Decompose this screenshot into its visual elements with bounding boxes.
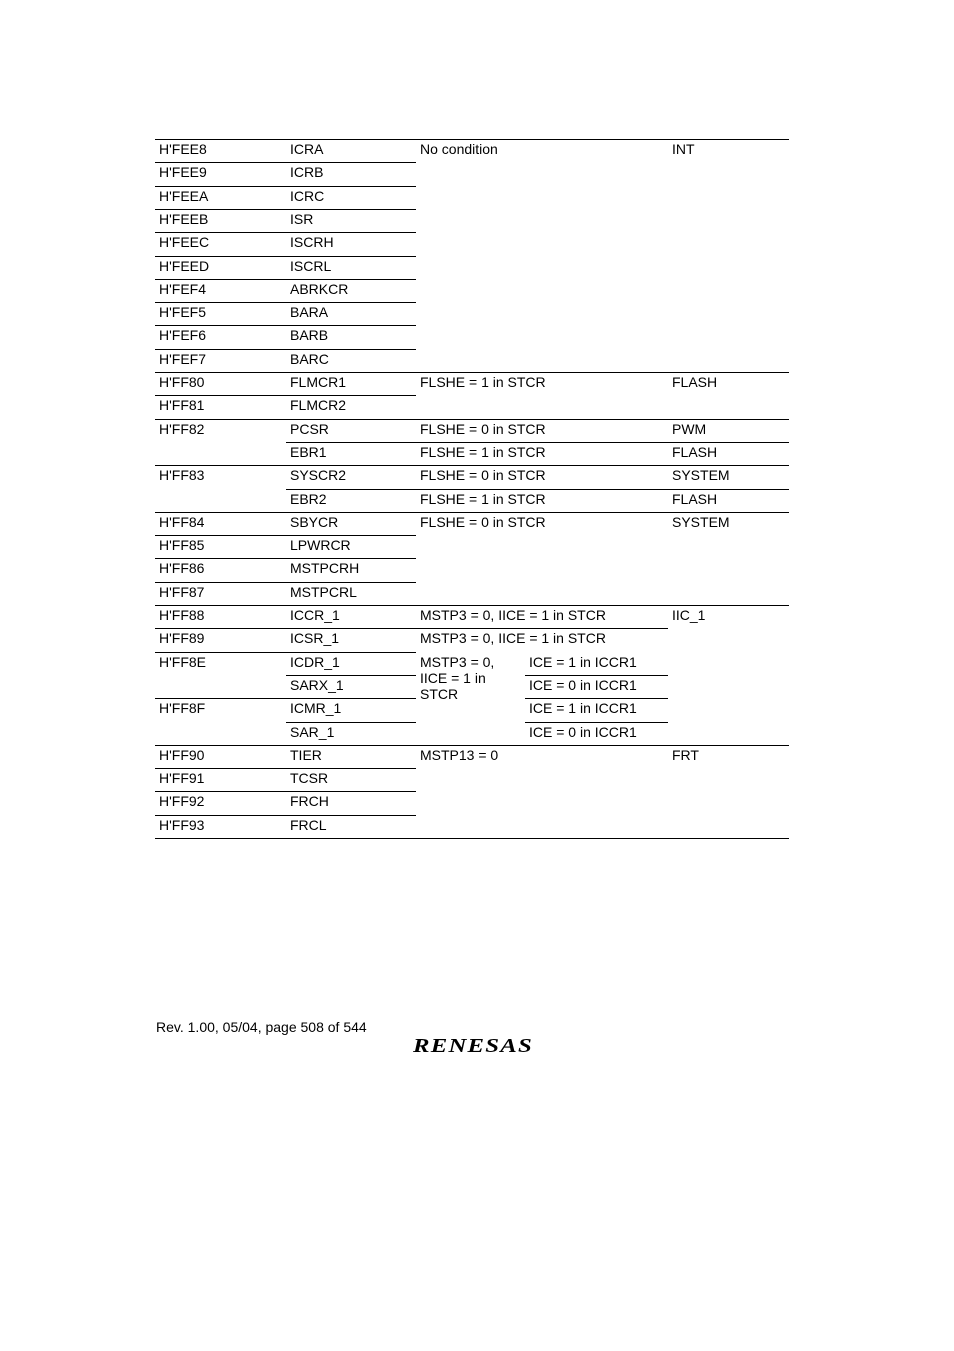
row-divider-subcondition xyxy=(525,675,668,676)
row-divider-condition xyxy=(416,512,668,513)
row-divider-register xyxy=(286,675,416,676)
row-divider-address xyxy=(155,279,286,280)
cell-register: FLMCR1 xyxy=(290,374,347,390)
row-divider-register xyxy=(286,815,416,816)
row-divider-module xyxy=(668,465,789,466)
row-divider-address xyxy=(155,605,286,606)
cell-register: ISCRH xyxy=(290,234,334,250)
row-divider-address xyxy=(155,465,286,466)
cell-module: FRT xyxy=(672,747,699,763)
row-divider-register xyxy=(286,442,416,443)
cell-address: H'FEE8 xyxy=(159,141,207,157)
row-divider-address xyxy=(155,302,286,303)
cell-condition: FLSHE = 0 in STCR xyxy=(420,467,546,483)
cell-subcondition: ICE = 1 in ICCR1 xyxy=(529,700,637,716)
row-divider-address xyxy=(155,535,286,536)
cell-subcondition: ICE = 1 in ICCR1 xyxy=(529,654,637,670)
cell-condition: MSTP13 = 0 xyxy=(420,747,499,763)
cell-address: H'FF80 xyxy=(159,374,205,390)
cell-module: FLASH xyxy=(672,444,718,460)
row-divider-address xyxy=(155,209,286,210)
cell-condition: FLSHE = 0 in STCR xyxy=(420,421,546,437)
cell-address: H'FF86 xyxy=(159,560,205,576)
cell-module: FLASH xyxy=(672,491,718,507)
cell-address: H'FEEC xyxy=(159,234,210,250)
cell-module: IIC_1 xyxy=(672,607,706,623)
cell-register: EBR2 xyxy=(290,491,327,507)
row-divider-subcondition xyxy=(525,722,668,723)
cell-address: H'FF87 xyxy=(159,584,205,600)
row-divider-condition xyxy=(416,605,668,606)
cell-condition: FLSHE = 1 in STCR xyxy=(420,374,546,390)
cell-register: EBR1 xyxy=(290,444,327,460)
cell-address: H'FEEB xyxy=(159,211,209,227)
cell-address: H'FF83 xyxy=(159,467,205,483)
cell-condition: FLSHE = 1 in STCR xyxy=(420,444,546,460)
row-divider-register xyxy=(286,698,416,699)
row-divider-register xyxy=(286,372,416,373)
cell-address: H'FEED xyxy=(159,258,210,274)
row-divider-condition xyxy=(416,745,668,746)
cell-address: H'FEF7 xyxy=(159,351,207,367)
row-divider-address xyxy=(155,698,286,699)
cell-address: H'FF92 xyxy=(159,793,205,809)
cell-register: BARB xyxy=(290,327,329,343)
row-divider-module xyxy=(668,512,789,513)
cell-address: H'FF90 xyxy=(159,747,205,763)
row-divider-address xyxy=(155,419,286,420)
cell-register: SAR_1 xyxy=(290,724,335,740)
cell-module: FLASH xyxy=(672,374,718,390)
row-divider-register xyxy=(286,186,416,187)
row-divider-register xyxy=(286,512,416,513)
cell-register: MSTPCRL xyxy=(290,584,357,600)
cell-address: H'FF81 xyxy=(159,397,205,413)
row-divider-condition xyxy=(416,489,668,490)
row-divider-address xyxy=(155,186,286,187)
row-divider-address xyxy=(155,349,286,350)
row-divider-register xyxy=(286,745,416,746)
cell-address: H'FF82 xyxy=(159,421,205,437)
cell-address: H'FF8E xyxy=(159,654,207,670)
cell-address: H'FF89 xyxy=(159,630,205,646)
cell-address: H'FEF6 xyxy=(159,327,207,343)
row-divider-register xyxy=(286,349,416,350)
row-divider-register xyxy=(286,722,416,723)
cell-register: ICMR_1 xyxy=(290,700,342,716)
row-divider-address xyxy=(155,745,286,746)
cell-condition: No condition xyxy=(420,141,498,157)
cell-register: ICRB xyxy=(290,164,324,180)
svg-text:RENESAS: RENESAS xyxy=(413,1036,533,1056)
cell-module: SYSTEM xyxy=(672,514,730,530)
cell-condition: FLSHE = 0 in STCR xyxy=(420,514,546,530)
row-divider-subcondition xyxy=(525,698,668,699)
row-divider-address xyxy=(155,256,286,257)
row-divider-condition xyxy=(416,372,668,373)
row-divider-condition xyxy=(416,465,668,466)
row-divider-address xyxy=(155,395,286,396)
cell-register: ICRA xyxy=(290,141,324,157)
cell-register: ICRC xyxy=(290,188,325,204)
cell-register: ISR xyxy=(290,211,314,227)
row-divider-register xyxy=(286,256,416,257)
row-divider-register xyxy=(286,209,416,210)
cell-register: FRCH xyxy=(290,793,329,809)
row-divider-register xyxy=(286,419,416,420)
row-divider-register xyxy=(286,768,416,769)
cell-module: SYSTEM xyxy=(672,467,730,483)
row-divider-register xyxy=(286,325,416,326)
cell-module: PWM xyxy=(672,421,707,437)
row-divider-register xyxy=(286,489,416,490)
row-divider-register xyxy=(286,395,416,396)
cell-register: SARX_1 xyxy=(290,677,344,693)
cell-register: FRCL xyxy=(290,817,327,833)
cell-register: PCSR xyxy=(290,421,329,437)
cell-module: INT xyxy=(672,141,695,157)
row-divider-address xyxy=(155,162,286,163)
row-divider-register xyxy=(286,162,416,163)
row-divider-register xyxy=(286,279,416,280)
row-divider-register xyxy=(286,628,416,629)
row-divider-register xyxy=(286,652,416,653)
row-divider-module xyxy=(668,605,789,606)
cell-register: TIER xyxy=(290,747,322,763)
row-divider-address xyxy=(155,815,286,816)
cell-address: H'FEEA xyxy=(159,188,209,204)
row-divider-register xyxy=(286,465,416,466)
cell-address: H'FF84 xyxy=(159,514,205,530)
row-divider-module xyxy=(668,745,789,746)
row-divider-address xyxy=(155,512,286,513)
row-divider-condition xyxy=(416,419,668,420)
cell-register: ICSR_1 xyxy=(290,630,340,646)
row-divider-register xyxy=(286,582,416,583)
row-divider-address xyxy=(155,232,286,233)
table-top-rule xyxy=(155,139,789,140)
row-divider-address xyxy=(155,558,286,559)
cell-address: H'FF85 xyxy=(159,537,205,553)
row-divider-address xyxy=(155,768,286,769)
row-divider-address xyxy=(155,325,286,326)
cell-address: H'FEF5 xyxy=(159,304,207,320)
cell-register: ICCR_1 xyxy=(290,607,340,623)
row-divider-register xyxy=(286,302,416,303)
cell-subcondition: ICE = 0 in ICCR1 xyxy=(529,724,637,740)
cell-register: MSTPCRH xyxy=(290,560,360,576)
cell-register: BARC xyxy=(290,351,329,367)
row-divider-condition xyxy=(416,628,668,629)
table-bottom-rule xyxy=(155,838,789,839)
row-divider-register xyxy=(286,535,416,536)
cell-address: H'FF93 xyxy=(159,817,205,833)
cell-register: BARA xyxy=(290,304,329,320)
row-divider-register xyxy=(286,232,416,233)
renesas-logo-mark xyxy=(413,1036,535,1056)
row-divider-register xyxy=(286,605,416,606)
row-divider-address xyxy=(155,791,286,792)
row-divider-condition xyxy=(416,442,668,443)
cell-subcondition: ICE = 0 in ICCR1 xyxy=(529,677,637,693)
footer-page-reference: Rev. 1.00, 05/04, page 508 of 544 xyxy=(156,1019,367,1035)
row-divider-address xyxy=(155,582,286,583)
renesas-logo xyxy=(413,1036,535,1061)
cell-address: H'FF91 xyxy=(159,770,205,786)
cell-address: H'FEF4 xyxy=(159,281,207,297)
cell-register: SBYCR xyxy=(290,514,339,530)
cell-register: FLMCR2 xyxy=(290,397,347,413)
row-divider-address xyxy=(155,372,286,373)
cell-register: SYSCR2 xyxy=(290,467,347,483)
cell-register: TCSR xyxy=(290,770,329,786)
row-divider-module xyxy=(668,372,789,373)
row-divider-register xyxy=(286,558,416,559)
cell-register: ABRKCR xyxy=(290,281,349,297)
cell-address: H'FF88 xyxy=(159,607,205,623)
cell-address: H'FEE9 xyxy=(159,164,207,180)
cell-register: LPWRCR xyxy=(290,537,351,553)
row-divider-address xyxy=(155,628,286,629)
cell-address: H'FF8F xyxy=(159,700,206,716)
row-divider-register xyxy=(286,791,416,792)
row-divider-module xyxy=(668,489,789,490)
row-divider-module xyxy=(668,442,789,443)
cell-condition: MSTP3 = 0, IICE = 1 in STCR xyxy=(420,607,606,623)
row-divider-module xyxy=(668,419,789,420)
row-divider-address xyxy=(155,652,286,653)
cell-register: ISCRL xyxy=(290,258,332,274)
cell-register: ICDR_1 xyxy=(290,654,340,670)
cell-condition: FLSHE = 1 in STCR xyxy=(420,491,546,507)
cell-condition: MSTP3 = 0, IICE = 1 in STCR xyxy=(420,630,606,646)
cell-condition: MSTP3 = 0, IICE = 1 in STCR xyxy=(420,654,495,702)
